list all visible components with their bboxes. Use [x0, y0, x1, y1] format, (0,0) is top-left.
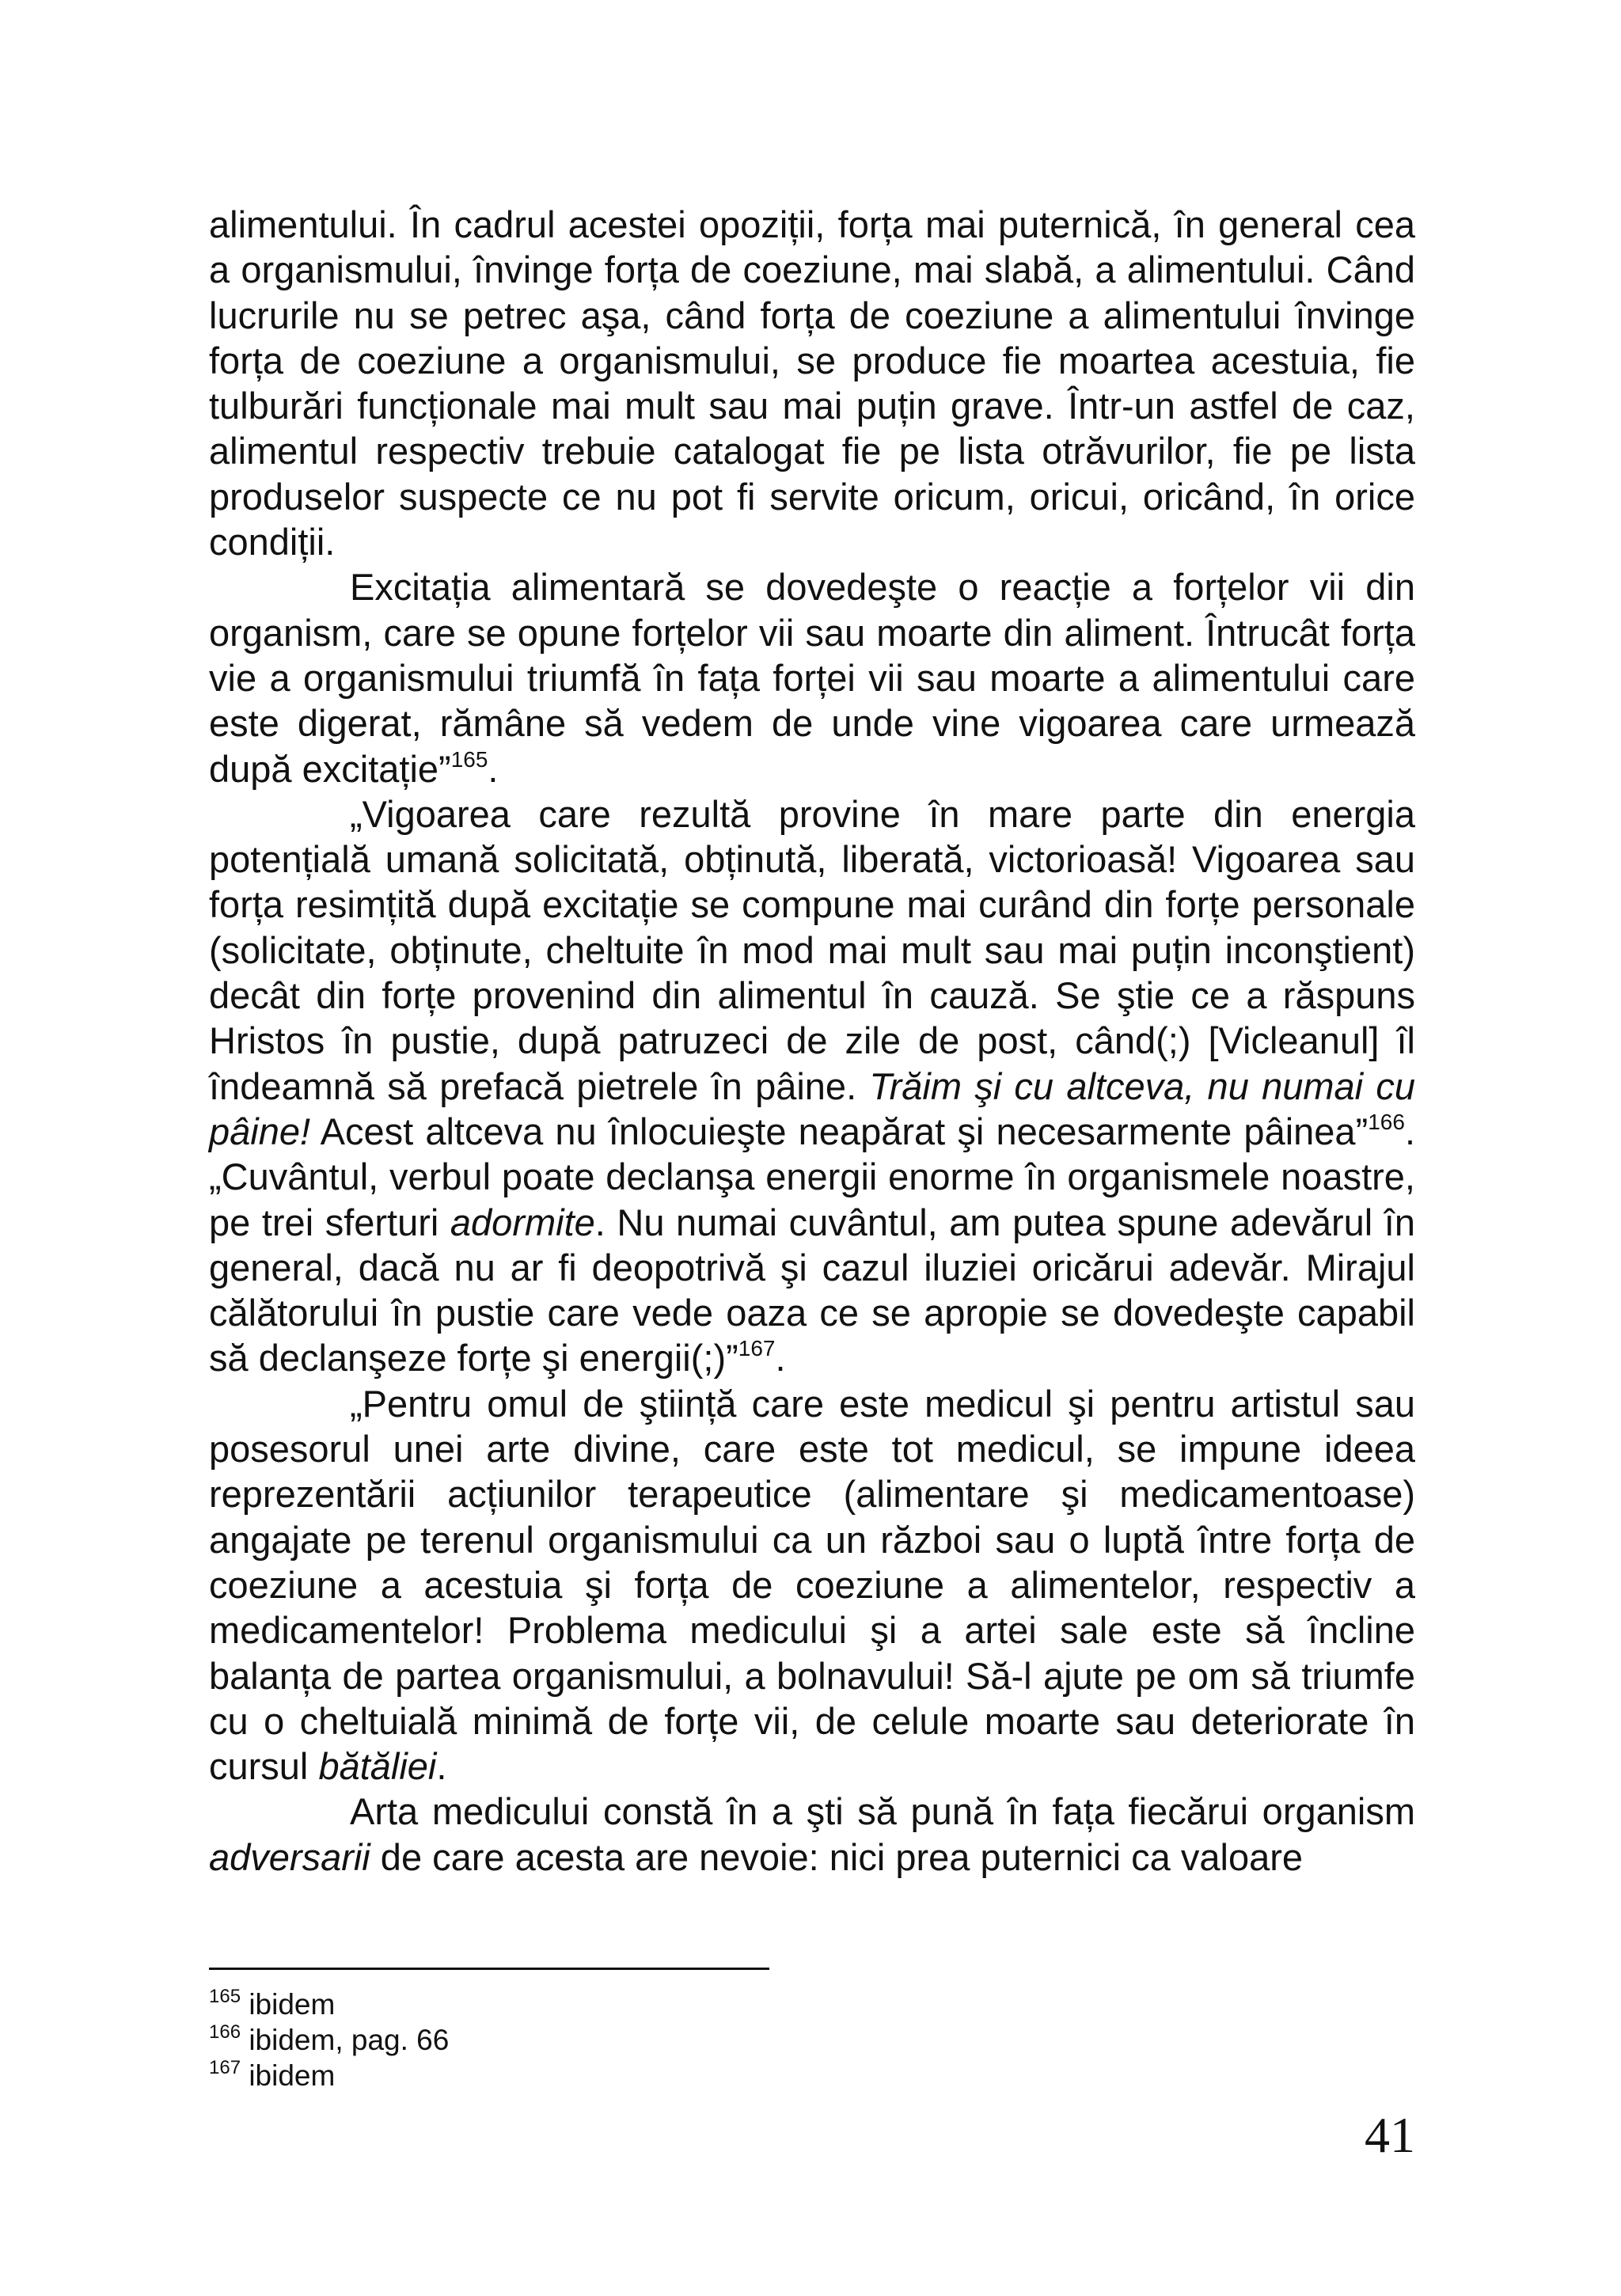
text-run: Arta medicului constă în a şti să pună în fața fiecărui organism: [350, 1790, 1415, 1833]
text-run: Excitația alimentară se dovedeşte o reacție a forțelor vii din organism, care se opune forțelor vii sau moarte din aliment. Întrucât forța vie a organismului triumfă în fața forței vii sau moarte a alimentului care este digerat, rămâne să vedem de unde vine vigoarea care urmează după excitație”: [209, 566, 1415, 790]
text-run: alimentului. În cadrul acestei opoziții, forța mai puternică, în general cea a organismului, învinge forța de coeziune, mai slabă, a alimentului. Când lucrurile nu se petrec aşa, când forța de coeziune a alimentului învinge forța de coeziune a organismului, se produce fie moartea acestuia, fie tulburări funcționale mai mult sau mai puțin grave. Într-un astfel de caz, alimentul respectiv trebuie catalogat fie pe lista otrăvurilor, fie pe lista produselor suspecte ce nu pot fi servite oricum, oricui, oricând, în orice condiții.: [209, 203, 1415, 564]
text-run: Acest altceva nu înlocuieşte neapărat şi necesarmente pâinea”: [310, 1110, 1369, 1152]
footnote-text: ibidem: [241, 2059, 336, 2092]
footnote-reference: 167: [738, 1336, 776, 1361]
footnote: [209, 2022, 1415, 2058]
text-run: .: [775, 1337, 786, 1379]
book-page: [209, 0, 1415, 2296]
text-run: „Vigoarea care rezultă provine în mare parte din energia potențială umană solicitată, obținută, liberată, victorioasă! Vigoarea sau forța resimțită după excitație se compune mai curând din forțe personale (solicitate, obținute, cheltuite în mod mai mult sau mai puțin inconştient) decât din forțe provenind din alimentul în cauză. Se ştie ce a răspuns Hristos în pustie, după patruzeci de zile de post, când(;) [Vicleanul] îl îndeamnă să prefacă pietrele în pâine.: [209, 792, 1415, 1107]
footnote: [209, 1987, 1415, 2022]
footnote-number: 165: [209, 1986, 241, 2007]
paragraph: [209, 1789, 1415, 1880]
footnote-number: 166: [209, 2021, 241, 2043]
footnote-reference: 165: [450, 746, 488, 772]
paragraph: [209, 1381, 1415, 1789]
text-run: .: [436, 1745, 447, 1788]
text-run: . Nu numai cuvântul, am putea spune adevărul în general, dacă nu ar fi deopotrivă şi cazul iluziei oricărui adevăr. Mirajul călătorului în pustie care vede oaza ce se apropie se dovedeşte capabil să declanşeze forțe şi energii(;)”: [209, 1201, 1415, 1379]
text-run: . „Cuvântul, verbul poate declanşa energii enorme în organismele noastre, pe trei sferturi: [209, 1110, 1415, 1243]
footnote-separator: [209, 1968, 769, 1970]
footnotes: [209, 1987, 1415, 2093]
footnote-reference: 166: [1368, 1109, 1405, 1134]
text-run: de care acesta are nevoie: nici prea puternici ca valoare: [370, 1835, 1304, 1878]
italic-word: adversarii: [209, 1835, 370, 1878]
italic-word: adormite: [450, 1201, 595, 1243]
footnote-number: 167: [209, 2057, 241, 2078]
paragraph: [209, 564, 1415, 791]
italic-word: bătăliei: [318, 1745, 437, 1788]
footnote-text: ibidem, pag. 66: [241, 2024, 450, 2056]
text-run: .: [488, 747, 499, 790]
paragraph: [209, 791, 1415, 1381]
paragraph: [209, 202, 1415, 564]
italic-quote: Trăim şi cu altceva, nu numai cu pâine!: [209, 1065, 1415, 1152]
text-run: „Pentru omul de ştiință care este medicul şi pentru artistul sau posesorul unei arte divine, care este tot medicul, se impune ideea reprezentării acțiunilor terapeutice (alimentare şi medicamentoase) angajate pe terenul organismului ca un război sau o luptă între forța de coeziune a acestuia şi forța de coeziune a alimentelor, respectiv a medicamentelor! Problema medicului şi a artei sale este să încline balanța de partea organismului, a bolnavului! Să-l ajute pe om să triumfe cu o cheltuială minimă de forțe vii, de celule moarte sau deteriorate în cursul: [209, 1382, 1415, 1788]
page-number: 41: [1365, 2107, 1415, 2163]
footnote: [209, 2058, 1415, 2093]
body-text: [209, 202, 1415, 1880]
footnote-text: ibidem: [241, 1988, 336, 2021]
